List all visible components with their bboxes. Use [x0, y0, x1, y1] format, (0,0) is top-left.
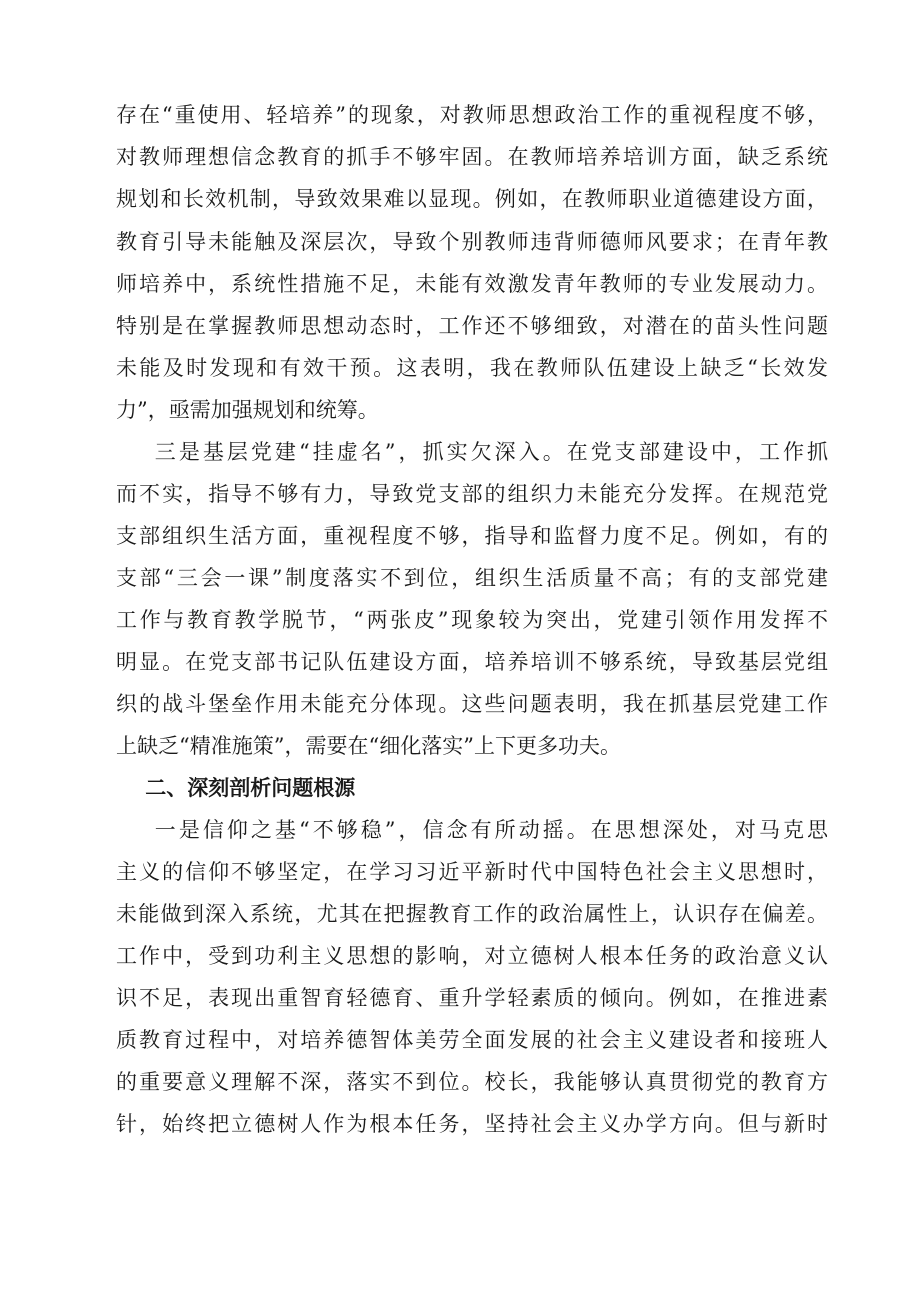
text-line: 规划和长效机制，导致效果难以显现。例如，在教师职业道德建设方面，	[116, 187, 828, 211]
text-line: 明显。在党支部书记队伍建设方面，培养培训不够系统，导致基层党组	[116, 650, 828, 674]
text-line: 支部组织生活方面，重视程度不够，指导和监督力度不足。例如，有的	[116, 524, 828, 548]
text-line: 上缺乏“精准施策”，需要在“细化落实”上下更多功夫。	[116, 734, 621, 758]
paragraph-start-line: 一是信仰之基“不够稳”，信念有所动摇。在思想深处，对马克思	[116, 818, 828, 842]
text-line: 师培养中，系统性措施不足，未能有效激发青年教师的专业发展动力。	[116, 272, 828, 296]
text-line: 支部“三会一课”制度落实不到位，组织生活质量不高；有的支部党建	[116, 566, 828, 590]
paragraph-start-line: 三是基层党建“挂虚名”，抓实欠深入。在党支部建设中，工作抓	[116, 440, 828, 464]
text-line: 织的战斗堡垒作用未能充分体现。这些问题表明，我在抓基层党建工作	[116, 692, 828, 716]
text-line: 对教师理想信念教育的抓手不够牢固。在教师培养培训方面，缺乏系统	[116, 145, 828, 169]
text-line: 力”，亟需加强规划和统筹。	[116, 398, 379, 422]
text-line: 而不实，指导不够有力，导致党支部的组织力未能充分发挥。在规范党	[116, 482, 828, 506]
text-line: 针，始终把立德树人作为根本任务，坚持社会主义办学方向。但与新时	[116, 1112, 828, 1136]
text-line: 未能做到深入系统，尤其在把握教育工作的政治属性上，认识存在偏差。	[116, 902, 828, 926]
text-line: 工作与教育教学脱节，“两张皮”现象较为突出，党建引领作用发挥不	[116, 608, 828, 632]
section-heading: 二、深刻剖析问题根源	[116, 776, 356, 800]
text-line: 特别是在掌握教师思想动态时，工作还不够细致，对潜在的苗头性问题	[116, 314, 828, 338]
text-line: 识不足，表现出重智育轻德育、重升学轻素质的倾向。例如，在推进素	[116, 986, 828, 1010]
text-line: 主义的信仰不够坚定，在学习习近平新时代中国特色社会主义思想时，	[116, 860, 828, 884]
text-line: 工作中，受到功利主义思想的影响，对立德树人根本任务的政治意义认	[116, 944, 828, 968]
text-line: 教育引导未能触及深层次，导致个别教师违背师德师风要求；在青年教	[116, 230, 828, 254]
text-line: 存在“重使用、轻培养”的现象，对教师思想政治工作的重视程度不够，	[116, 103, 828, 127]
text-line: 未能及时发现和有效干预。这表明，我在教师队伍建设上缺乏“长效发	[116, 356, 828, 380]
text-line: 的重要意义理解不深，落实不到位。校长，我能够认真贯彻党的教育方	[116, 1070, 828, 1094]
text-line: 质教育过程中，对培养德智体美劳全面发展的社会主义建设者和接班人	[116, 1028, 828, 1052]
